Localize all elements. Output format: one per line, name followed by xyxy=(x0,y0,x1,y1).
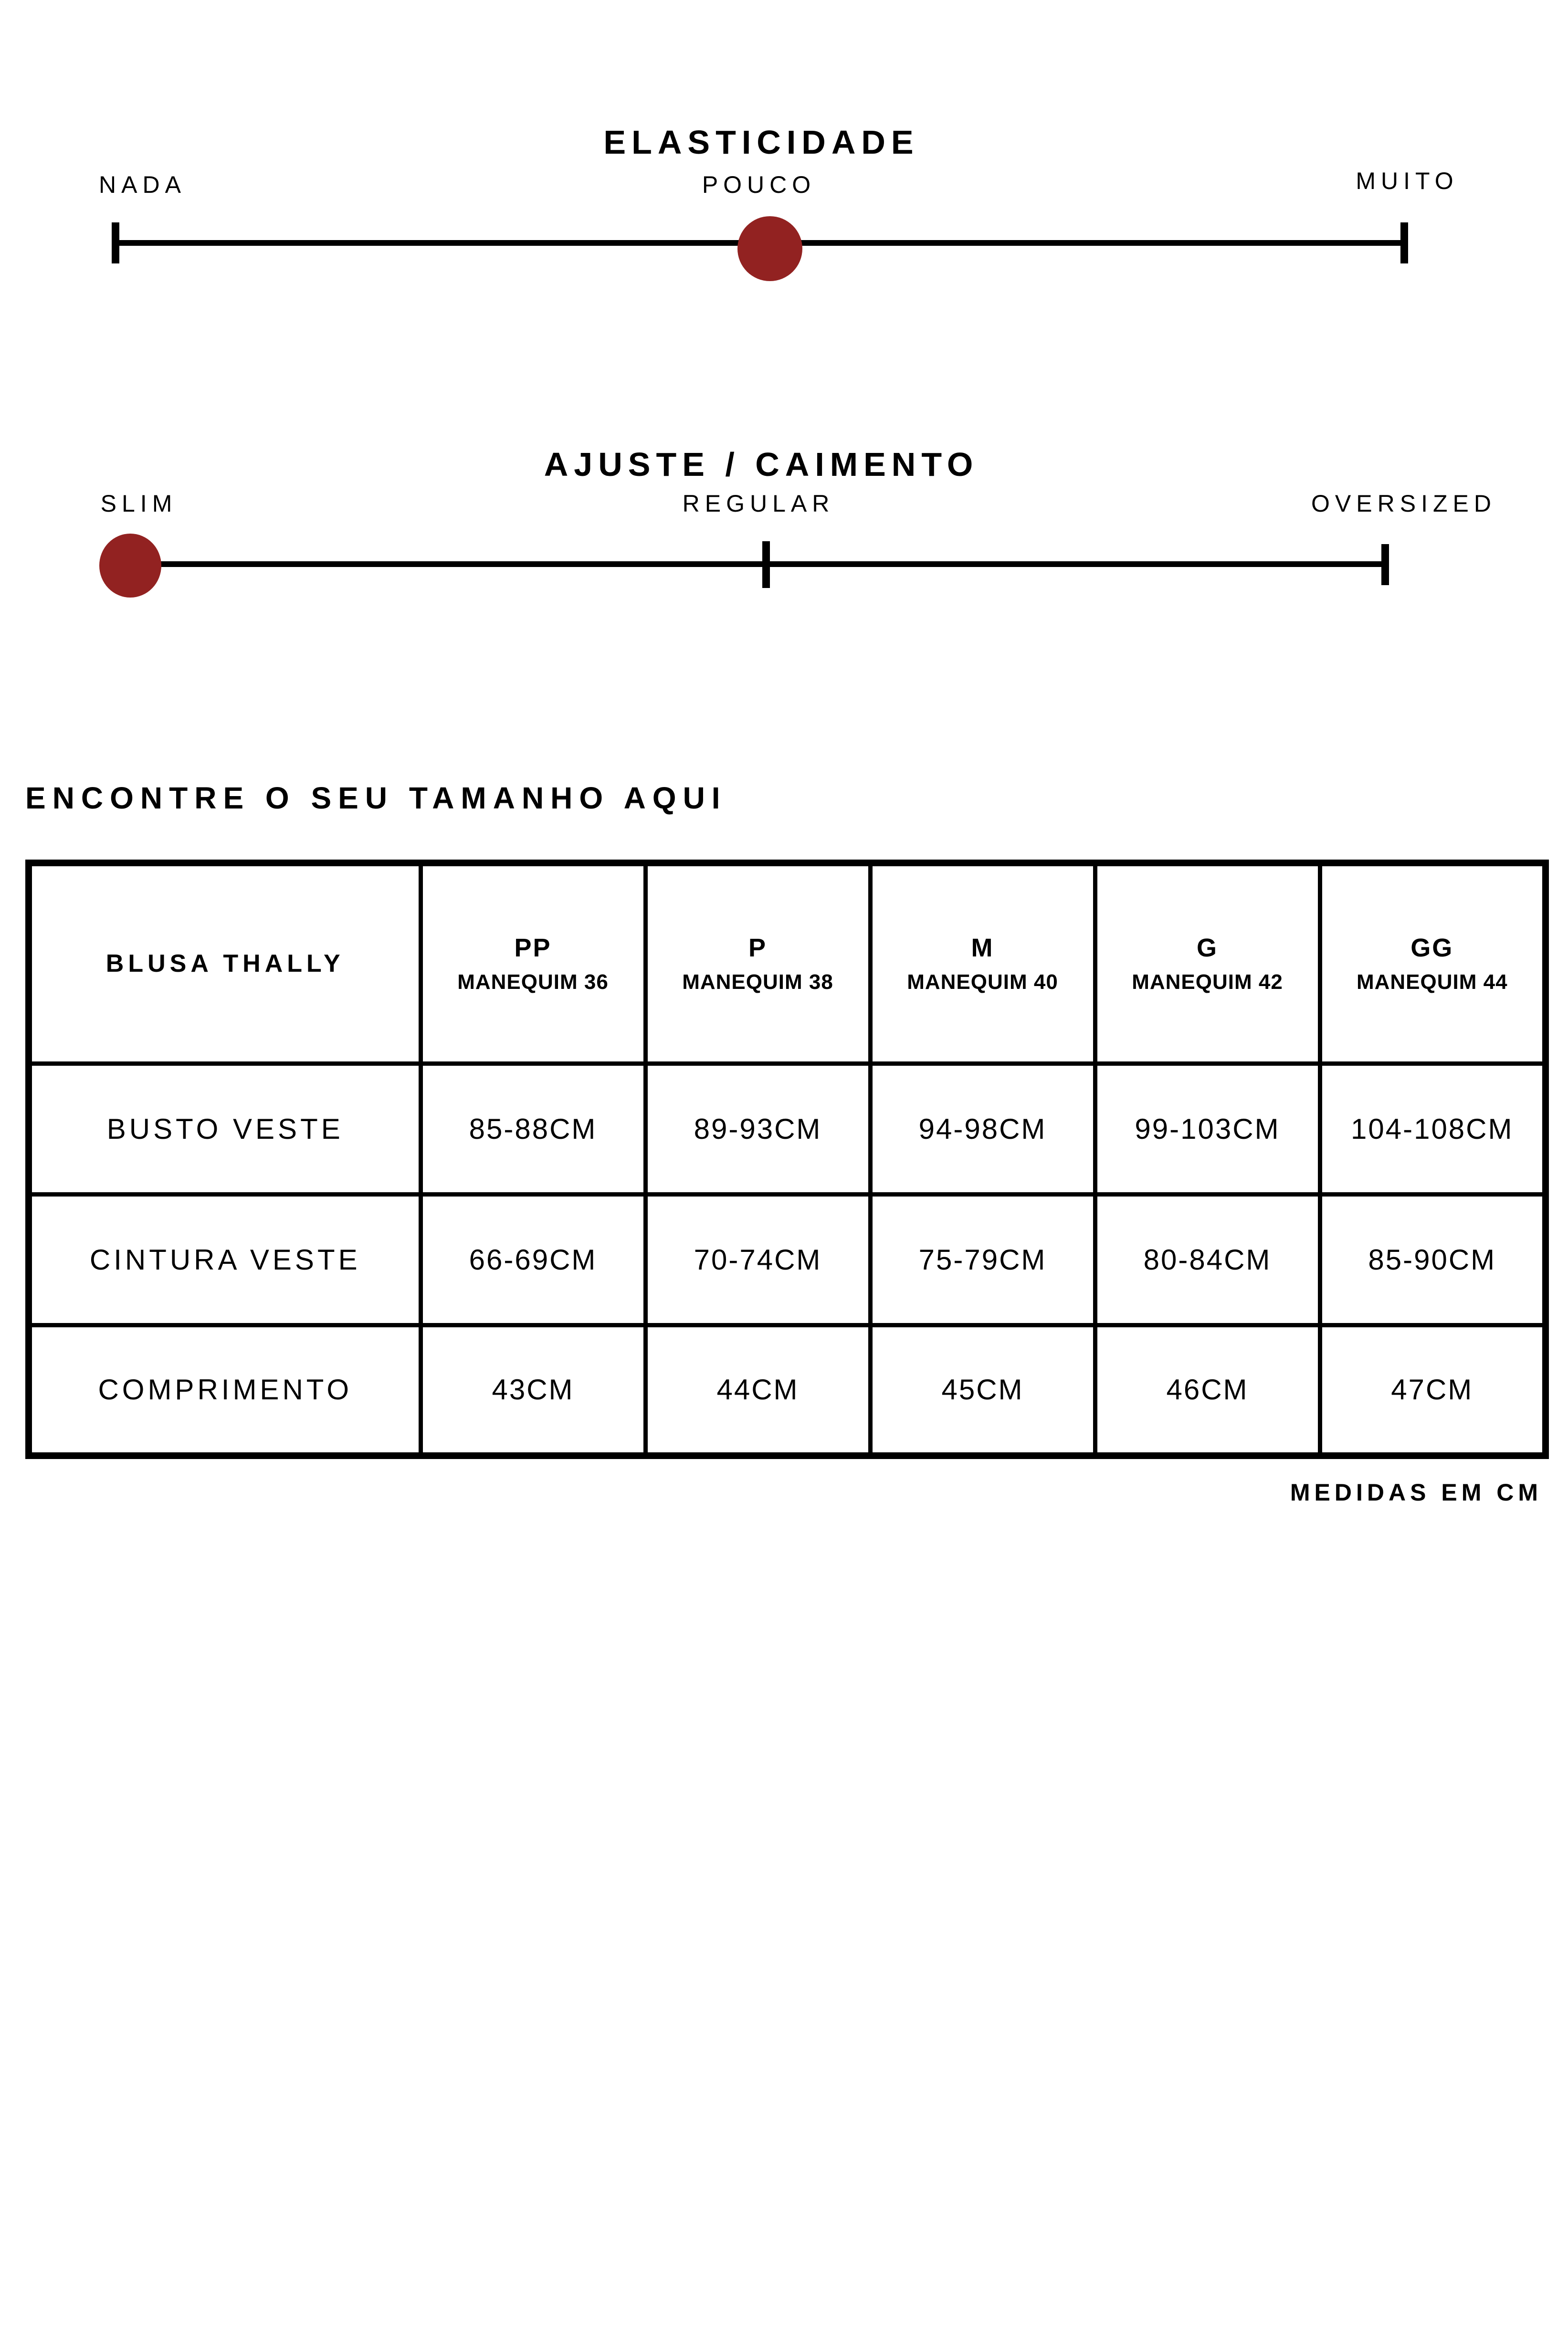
size-code: GG xyxy=(1410,934,1454,963)
column-header-m xyxy=(870,863,1095,1063)
measure-value: 94-98CM xyxy=(918,1113,1047,1145)
measure-value: 46CM xyxy=(1166,1374,1249,1406)
elasticity-label-muito: MUITO xyxy=(1356,168,1459,194)
measure-value: 45CM xyxy=(941,1374,1024,1406)
mannequin-label: MANEQUIM 36 xyxy=(457,970,609,994)
elasticity-label-nada: NADA xyxy=(99,171,186,198)
table-row-comprimento xyxy=(29,1325,1546,1456)
mannequin-label: MANEQUIM 44 xyxy=(1356,970,1508,994)
fit-label-oversized: OVERSIZED xyxy=(1311,490,1496,517)
fit-label-slim: SLIM xyxy=(100,490,178,517)
measure-value: 47CM xyxy=(1391,1374,1473,1406)
size-code: P xyxy=(748,934,768,963)
row-label: CINTURA VESTE xyxy=(89,1243,361,1276)
size-table xyxy=(25,860,1549,1459)
measure-value: 66-69CM xyxy=(469,1243,597,1276)
measure-value: 104-108CM xyxy=(1350,1113,1514,1145)
measure-value: 85-90CM xyxy=(1368,1243,1496,1276)
measure-value: 85-88CM xyxy=(469,1113,597,1145)
table-header-row xyxy=(29,863,1546,1063)
elasticity-label-pouco: POUCO xyxy=(702,171,816,198)
size-code: M xyxy=(971,934,994,963)
fit-dot-indicator xyxy=(99,534,161,598)
measurements-footnote: MEDIDAS EM CM xyxy=(1290,1479,1542,1506)
column-header-g xyxy=(1095,863,1320,1063)
table-corner-cell xyxy=(29,863,421,1063)
table-row-busto xyxy=(29,1063,1546,1194)
row-label: COMPRIMENTO xyxy=(98,1374,353,1406)
measure-value: 99-103CM xyxy=(1135,1113,1280,1145)
size-code: PP xyxy=(514,934,552,963)
table-row-cintura xyxy=(29,1194,1546,1325)
column-header-p xyxy=(645,863,870,1063)
row-label: BUSTO VESTE xyxy=(106,1113,344,1145)
mannequin-label: MANEQUIM 38 xyxy=(682,970,833,994)
elasticity-tick-left xyxy=(112,222,119,263)
fit-label-regular: REGULAR xyxy=(682,490,835,517)
elasticity-tick-right xyxy=(1400,222,1408,263)
mannequin-label: MANEQUIM 42 xyxy=(1132,970,1283,994)
elasticity-title: ELASTICIDADE xyxy=(603,124,919,161)
mannequin-label: MANEQUIM 40 xyxy=(907,970,1058,994)
measure-value: 89-93CM xyxy=(694,1113,822,1145)
column-header-gg xyxy=(1320,863,1546,1063)
product-label: BLUSA THALLY xyxy=(105,950,345,978)
fit-tick-middle xyxy=(762,541,770,588)
size-guide-heading: ENCONTRE O SEU TAMANHO AQUI xyxy=(25,781,727,816)
measure-value: 43CM xyxy=(492,1374,574,1406)
measure-value: 75-79CM xyxy=(918,1243,1047,1276)
measure-value: 70-74CM xyxy=(694,1243,822,1276)
measure-value: 80-84CM xyxy=(1143,1243,1272,1276)
size-code: G xyxy=(1196,934,1218,963)
measure-value: 44CM xyxy=(716,1374,799,1406)
elasticity-dot-indicator xyxy=(737,216,802,281)
fit-track xyxy=(130,561,1387,567)
fit-tick-right xyxy=(1381,544,1389,585)
column-header-pp xyxy=(421,863,645,1063)
fit-title: AJUSTE / CAIMENTO xyxy=(544,446,979,483)
